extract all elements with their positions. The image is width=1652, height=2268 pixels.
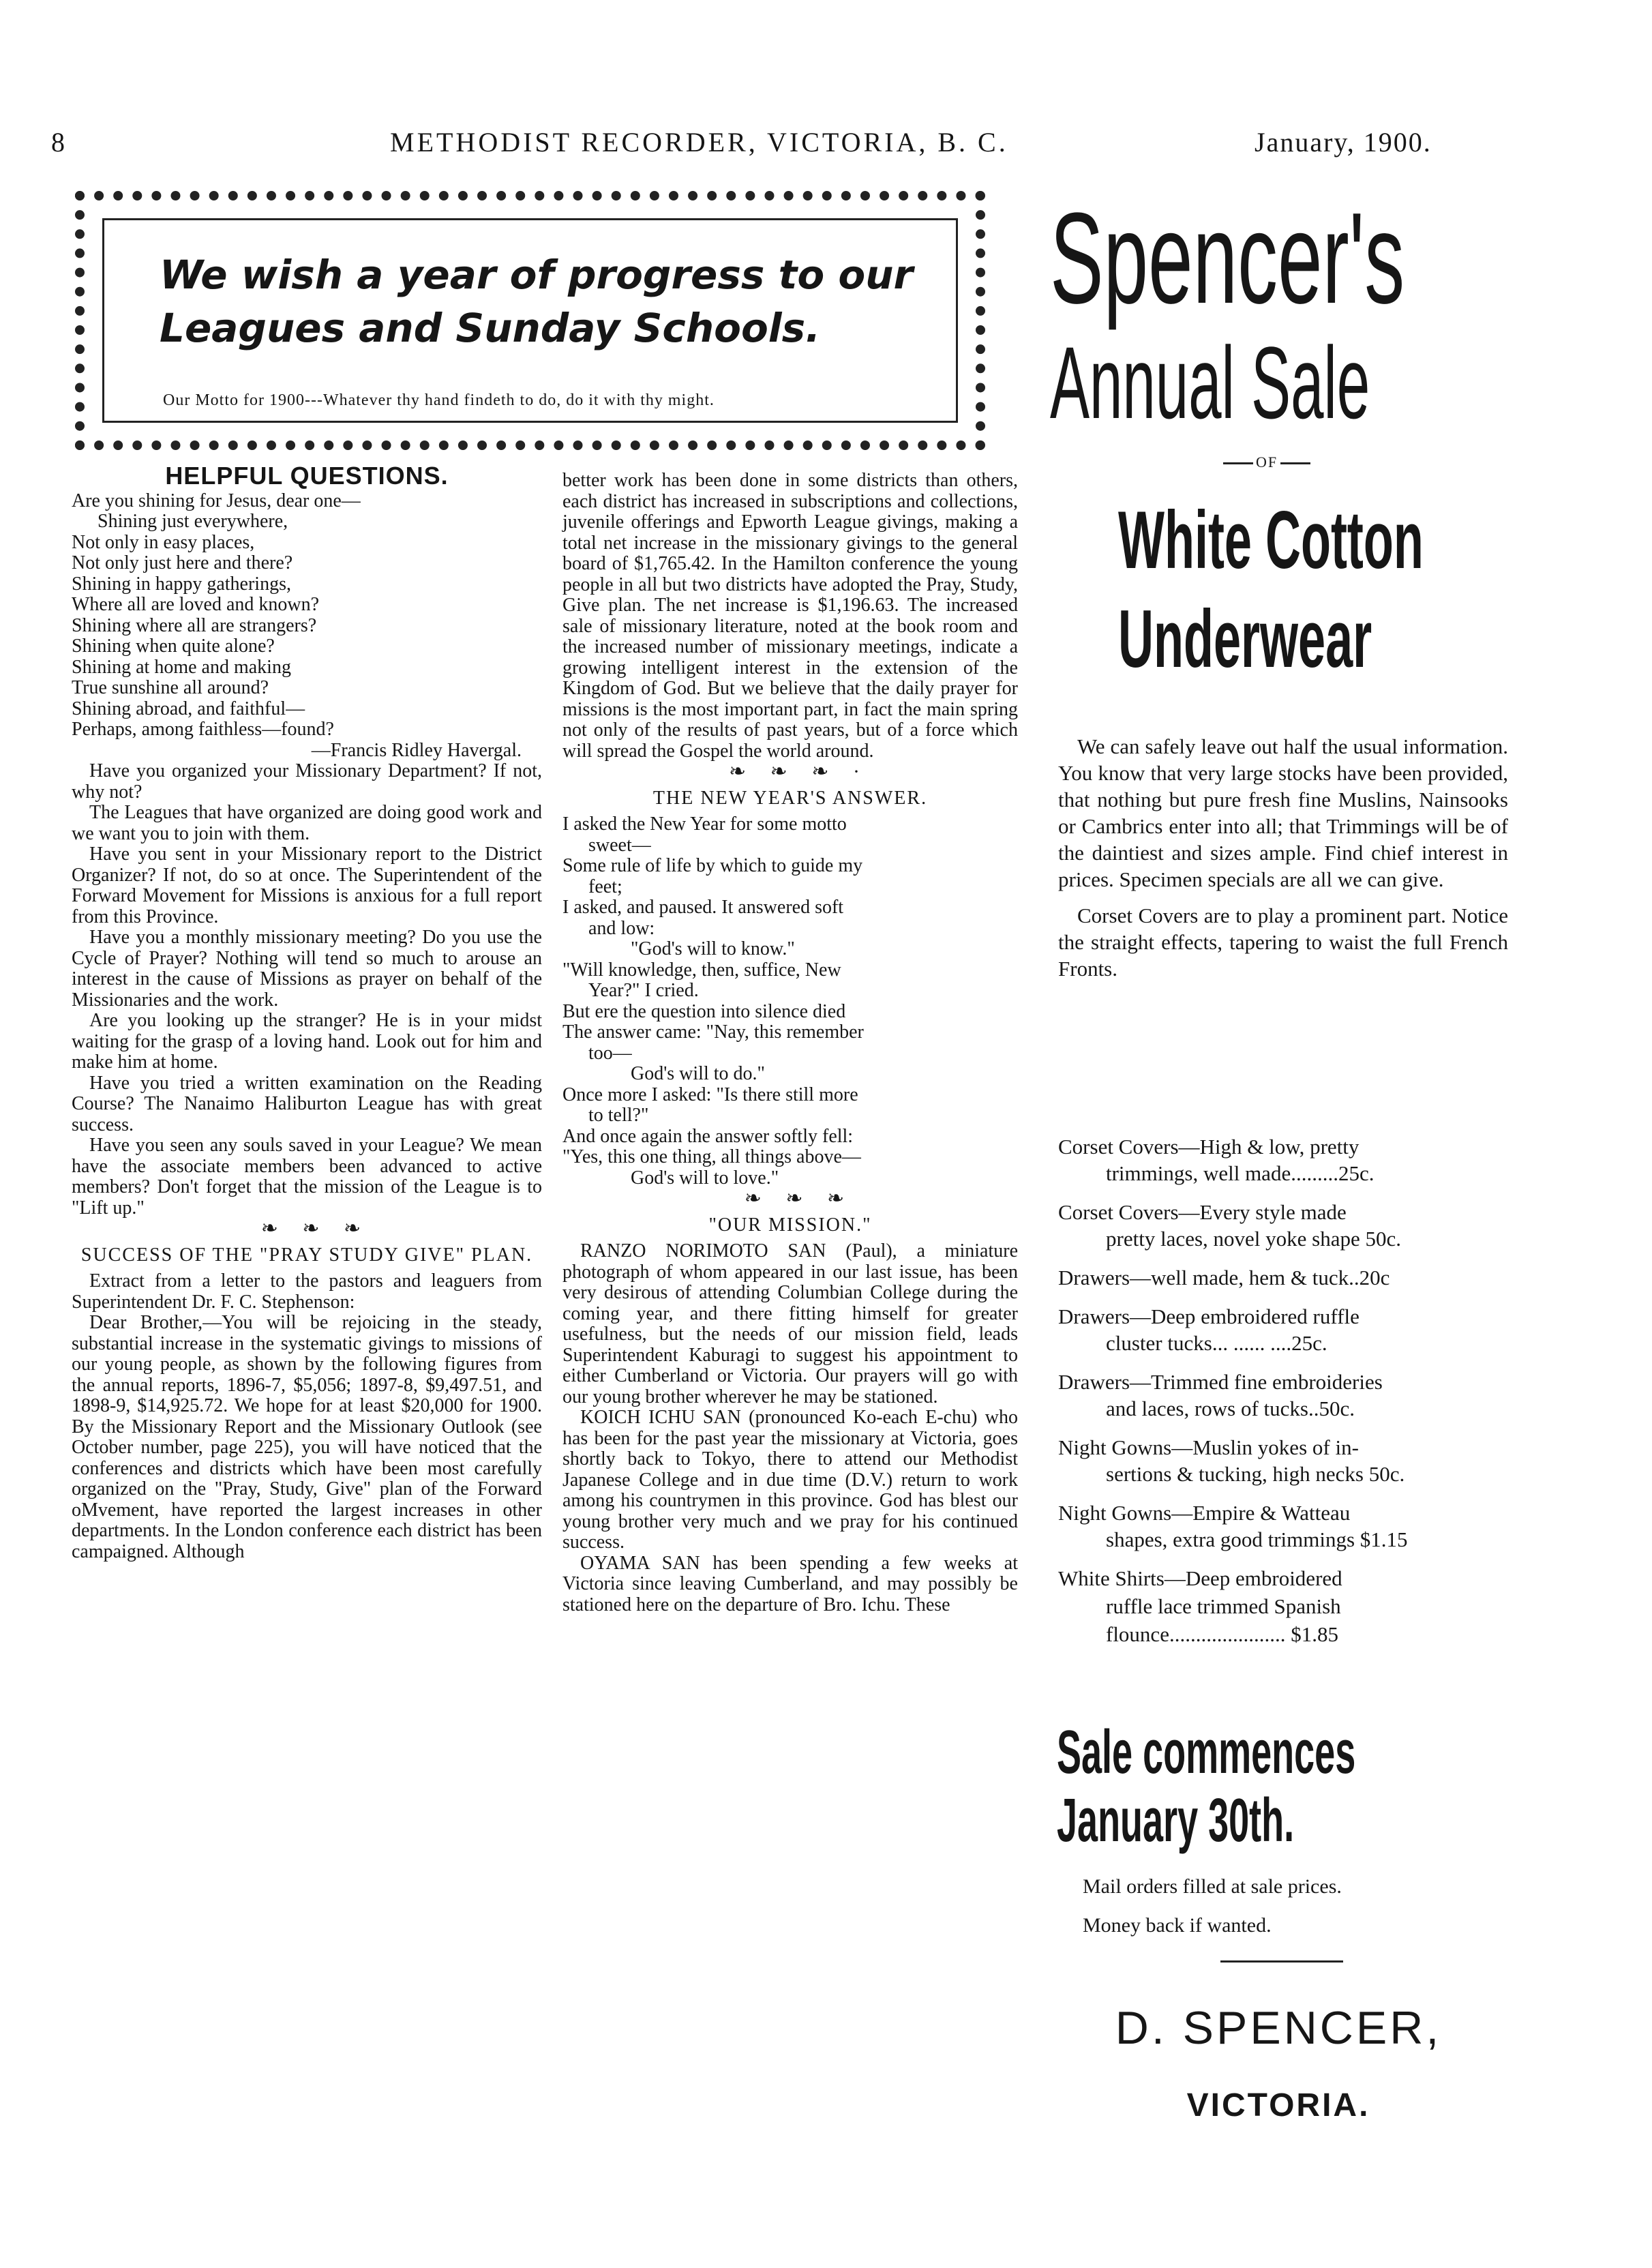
poem-line: "Will knowledge, then, suffice, New bbox=[562, 959, 841, 981]
ad-product-line: Underwear bbox=[1118, 593, 1372, 685]
paragraph: RANZO NORIMOTO SAN (Paul), a miniature photograph of whom appeared in our last issue, has been very desirous of attending Columbian College during the coming year, and there fitting himself for greater usefulness, but the needs of our mission field, leads Superintendent Kaburagi to suggest his appointment to either Cumberland or Victoria. Our prayers will go with our young brother wherever he may be stationed. bbox=[562, 1240, 1018, 1407]
poem-line: too— bbox=[588, 1042, 632, 1064]
poem-line: Year?" I cried. bbox=[588, 980, 699, 1001]
poem-line: sweet— bbox=[588, 834, 651, 856]
poem-line: Where all are loved and known? bbox=[72, 594, 320, 615]
poem-line: feet; bbox=[588, 876, 622, 897]
price-item-title: Corset Covers—Every style made bbox=[1058, 1200, 1347, 1224]
price-item bbox=[1058, 1499, 1508, 1553]
column-middle bbox=[562, 471, 1018, 1615]
price-item bbox=[1058, 1264, 1508, 1291]
poem-line: I asked the New Year for some motto bbox=[562, 814, 847, 835]
publication-title: METHODIST RECORDER, VICTORIA, B. C. bbox=[390, 127, 1008, 158]
ad-city: VICTORIA. bbox=[1186, 2087, 1370, 2123]
section-ornament: ❧ ❧ ❧ bbox=[744, 1187, 854, 1210]
price-item bbox=[1058, 1303, 1508, 1356]
issue-date: January, 1900. bbox=[1255, 127, 1432, 158]
poem-line: Perhaps, among faithless—found? bbox=[72, 719, 334, 740]
poem-line: Not only just here and there? bbox=[72, 552, 293, 573]
paragraph: Dear Brother,—You will be rejoicing in the steady, substantial increase in the systematic givings to missions of our young people, as shown by the following figures from the annual reports, 1896-7, $5,056; 1897-8, $9,497.51, and 1898-9, $14,925.72. We hope for at least $20,000 for 1900. By the Missionary Report and the Missionary Outlook (see October number, page 225), you will have noticed that the conferences and districts which have been most carefully organized on the "Pray, Study, Give" plan of the Forward oMvement, have reported the largest increases in other departments. In the London conference each district has been campaigned. Although bbox=[72, 1312, 542, 1562]
section-ornament: ❧ ❧ ❧ · bbox=[729, 760, 869, 783]
price-item-title: White Shirts—Deep embroidered bbox=[1058, 1566, 1342, 1590]
column-left bbox=[72, 462, 542, 1562]
poem-line: And once again the answer softly fell: bbox=[562, 1125, 854, 1147]
poem-line: Some rule of life by which to guide my bbox=[562, 855, 863, 876]
poem-line: Are you shining for Jesus, dear one— bbox=[72, 490, 361, 511]
ad-mail-orders bbox=[1083, 1867, 1342, 1945]
poem-shining bbox=[72, 491, 542, 762]
price-item-detail: cluster tucks... ...... ....25c. bbox=[1106, 1331, 1327, 1355]
paragraph: Have you sent in your Missionary report to the District Organizer? If not, do so at once. The Superintendent of the Forward Movement for Missions is anxious for a full report from this Province. bbox=[72, 844, 542, 927]
price-item-detail: shapes, extra good trimmings $1.15 bbox=[1106, 1527, 1408, 1551]
paragraph: Are you looking up the stranger? He is in your midst waiting for the grasp of a loving hand. Look out for him and make him at home. bbox=[72, 1010, 542, 1073]
price-item bbox=[1058, 1565, 1508, 1592]
heading-pray-study-give: SUCCESS OF THE "PRAY STUDY GIVE" PLAN. bbox=[80, 1244, 533, 1266]
ad-sale-line: Sale commences bbox=[1057, 1718, 1356, 1787]
ad-body bbox=[1058, 733, 1508, 991]
poem-line: True sunshine all around? bbox=[72, 677, 269, 698]
ad-product-title bbox=[1118, 491, 1424, 689]
poem-line: "Yes, this one thing, all things above— bbox=[562, 1146, 861, 1167]
price-item-title: Corset Covers—High & low, pretty bbox=[1058, 1135, 1360, 1159]
poem-line: Shining when quite alone? bbox=[72, 636, 275, 657]
price-item-title: Drawers—well made, hem & tuck..20c bbox=[1058, 1266, 1390, 1289]
ad-product-line: White Cotton bbox=[1118, 494, 1424, 586]
ad-corset-note: Corset Covers are to play a prominent part. Notice the straight effects, tapering to waist the full French Fronts. bbox=[1058, 904, 1508, 981]
ad-price-list bbox=[1058, 1133, 1508, 1660]
poem-line: to tell?" bbox=[588, 1105, 649, 1126]
poem-line: The answer came: "Nay, this remember bbox=[562, 1021, 864, 1043]
price-item-detail: sertions & tucking, high necks 50c. bbox=[1106, 1462, 1405, 1486]
ad-sale-line: January 30th. bbox=[1057, 1787, 1295, 1855]
ad-store-name: Spencer's bbox=[1050, 186, 1405, 331]
heading-our-mission: "OUR MISSION." bbox=[708, 1214, 872, 1236]
poem-attribution: —Francis Ridley Havergal. bbox=[311, 739, 522, 761]
poem-line: But ere the question into silence died bbox=[562, 1000, 846, 1022]
section-ornament: ❧ ❧ ❧ bbox=[260, 1217, 371, 1240]
price-item-detail: ruffle lace trimmed Spanish bbox=[1106, 1594, 1341, 1618]
ad-event-title: Annual Sale bbox=[1050, 325, 1370, 440]
paragraph: Have you tried a written examination on the Reading Course? The Nanaimo Haliburton League has with great success. bbox=[72, 1072, 542, 1135]
poem-line: Shining just everywhere, bbox=[97, 511, 288, 532]
poem-new-years-answer bbox=[562, 814, 1018, 1189]
paragraph: OYAMA SAN has been spending a few weeks at Victoria since leaving Cumberland, and may possibly be stationed here on the departure of Bro. Ichu. These bbox=[562, 1552, 1018, 1615]
poem-line: Once more I asked: "Is there still more bbox=[562, 1084, 858, 1105]
price-item bbox=[1058, 1199, 1508, 1252]
paragraph: Have you seen any souls saved in your League? We mean have the associate members been advanced to active members? Don't forget that the mission of the League is to "Lift up." bbox=[72, 1135, 542, 1219]
price-item-title: Drawers—Trimmed fine embroideries bbox=[1058, 1370, 1383, 1394]
motto-text: Our Motto for 1900---Whatever thy hand findeth to do, do it with thy might. bbox=[163, 391, 715, 409]
price-item-title: Night Gowns—Muslin yokes of in- bbox=[1058, 1435, 1359, 1459]
price-item bbox=[1058, 1621, 1508, 1647]
paragraph: KOICH ICHU SAN (pronounced Ko-each E-chu) who has been for the past year the missionary at Victoria, goes shortly back to Tokyo, there to attend our Methodist Japanese College and in due time (D.V.) return to work among his countrymen in this province. God has blest our young brother very much and we pray for his continued success. bbox=[562, 1407, 1018, 1553]
price-item-detail: trimmings, well made.........25c. bbox=[1106, 1161, 1375, 1185]
poem-line: "God's will to know." bbox=[631, 938, 795, 959]
ad-sale-start bbox=[1057, 1718, 1355, 1855]
poem-line: and low: bbox=[588, 917, 655, 939]
poem-line: Shining where all are strangers? bbox=[72, 614, 317, 636]
ad-mail-line: Money back if wanted. bbox=[1083, 1914, 1272, 1937]
motto-box bbox=[75, 191, 985, 450]
poem-line: Not only in easy places, bbox=[72, 531, 255, 553]
paragraph: Have you a monthly missionary meeting? Do you use the Cycle of Prayer? Nothing will tend so much to arouse an interest in the cause of Missions as prayer on behalf of the Missionaries and the work. bbox=[72, 927, 542, 1011]
price-item-detail: pretty laces, novel yoke shape 50c. bbox=[1106, 1227, 1401, 1251]
ad-intro: We can safely leave out half the usual information. You know that very large stocks have been provided, that nothing but pure fresh fine Muslins, Nainsooks or Cambrics enter into all; that Trimmings will be of the daintiest and sizes ample. Find chief interest in prices. Specimen specials are all we can give. bbox=[1058, 734, 1508, 891]
poem-line: Shining in happy gatherings, bbox=[72, 573, 291, 595]
poem-line: God's will to love." bbox=[631, 1167, 779, 1189]
poem-line: I asked, and paused. It answered soft bbox=[562, 897, 844, 918]
price-item bbox=[1058, 1434, 1508, 1487]
poem-line: God's will to do." bbox=[631, 1063, 765, 1084]
ad-mail-line: Mail orders filled at sale prices. bbox=[1083, 1875, 1342, 1898]
paragraph: Have you organized your Missionary Department? If not, why not? bbox=[72, 760, 542, 803]
price-item bbox=[1058, 1133, 1508, 1187]
price-item-title: Night Gowns—Empire & Watteau bbox=[1058, 1501, 1351, 1525]
price-item-title: Drawers—Deep embroidered ruffle bbox=[1058, 1304, 1360, 1328]
heading-helpful-questions: HELPFUL QUESTIONS. bbox=[165, 462, 449, 490]
motto-title: We wish a year of progress to our Leagues and Sunday Schools. bbox=[160, 252, 914, 351]
ad-firm-name: D. SPENCER, bbox=[1115, 2002, 1442, 2054]
price-item bbox=[1058, 1369, 1508, 1422]
ad-of-divider: OF bbox=[1220, 453, 1313, 471]
price-item-detail: flounce...................... $1.85 bbox=[1106, 1622, 1338, 1646]
page-number: 8 bbox=[51, 127, 66, 158]
heading-new-years-answer: THE NEW YEAR'S ANSWER. bbox=[652, 787, 928, 809]
price-item bbox=[1058, 1593, 1508, 1620]
paragraph: Extract from a letter to the pastors and leaguers from Superintendent Dr. F. C. Stephenson: bbox=[72, 1270, 542, 1313]
paragraph: The Leagues that have organized are doing good work and we want you to join with them. bbox=[72, 802, 542, 844]
poem-line: Shining abroad, and faithful— bbox=[72, 698, 305, 719]
paragraph: better work has been done in some districts than others, each district has increased in subscriptions and collections, juvenile offerings and Epworth League givings, making a total net increase in the missionary givings to the general board of $1,765.42. In the Hamilton conference the young people in all but two districts have adopted the Pray, Study, Give plan. The net increase is $1,196.63. The increased sale of missionary literature, noted at the book room and the increased number of missionary meetings, indicate a growing intelligent interest in the extension of the Kingdom of God. But we believe that the daily prayer for missions is the most important part, in fact the main spring not only of the results of past years, but of a force which will spread the Gospel the world around. bbox=[562, 470, 1018, 762]
ad-divider bbox=[1220, 1960, 1343, 1963]
poem-line: Shining at home and making bbox=[72, 656, 291, 678]
price-item-detail: and laces, rows of tucks..50c. bbox=[1106, 1397, 1355, 1420]
